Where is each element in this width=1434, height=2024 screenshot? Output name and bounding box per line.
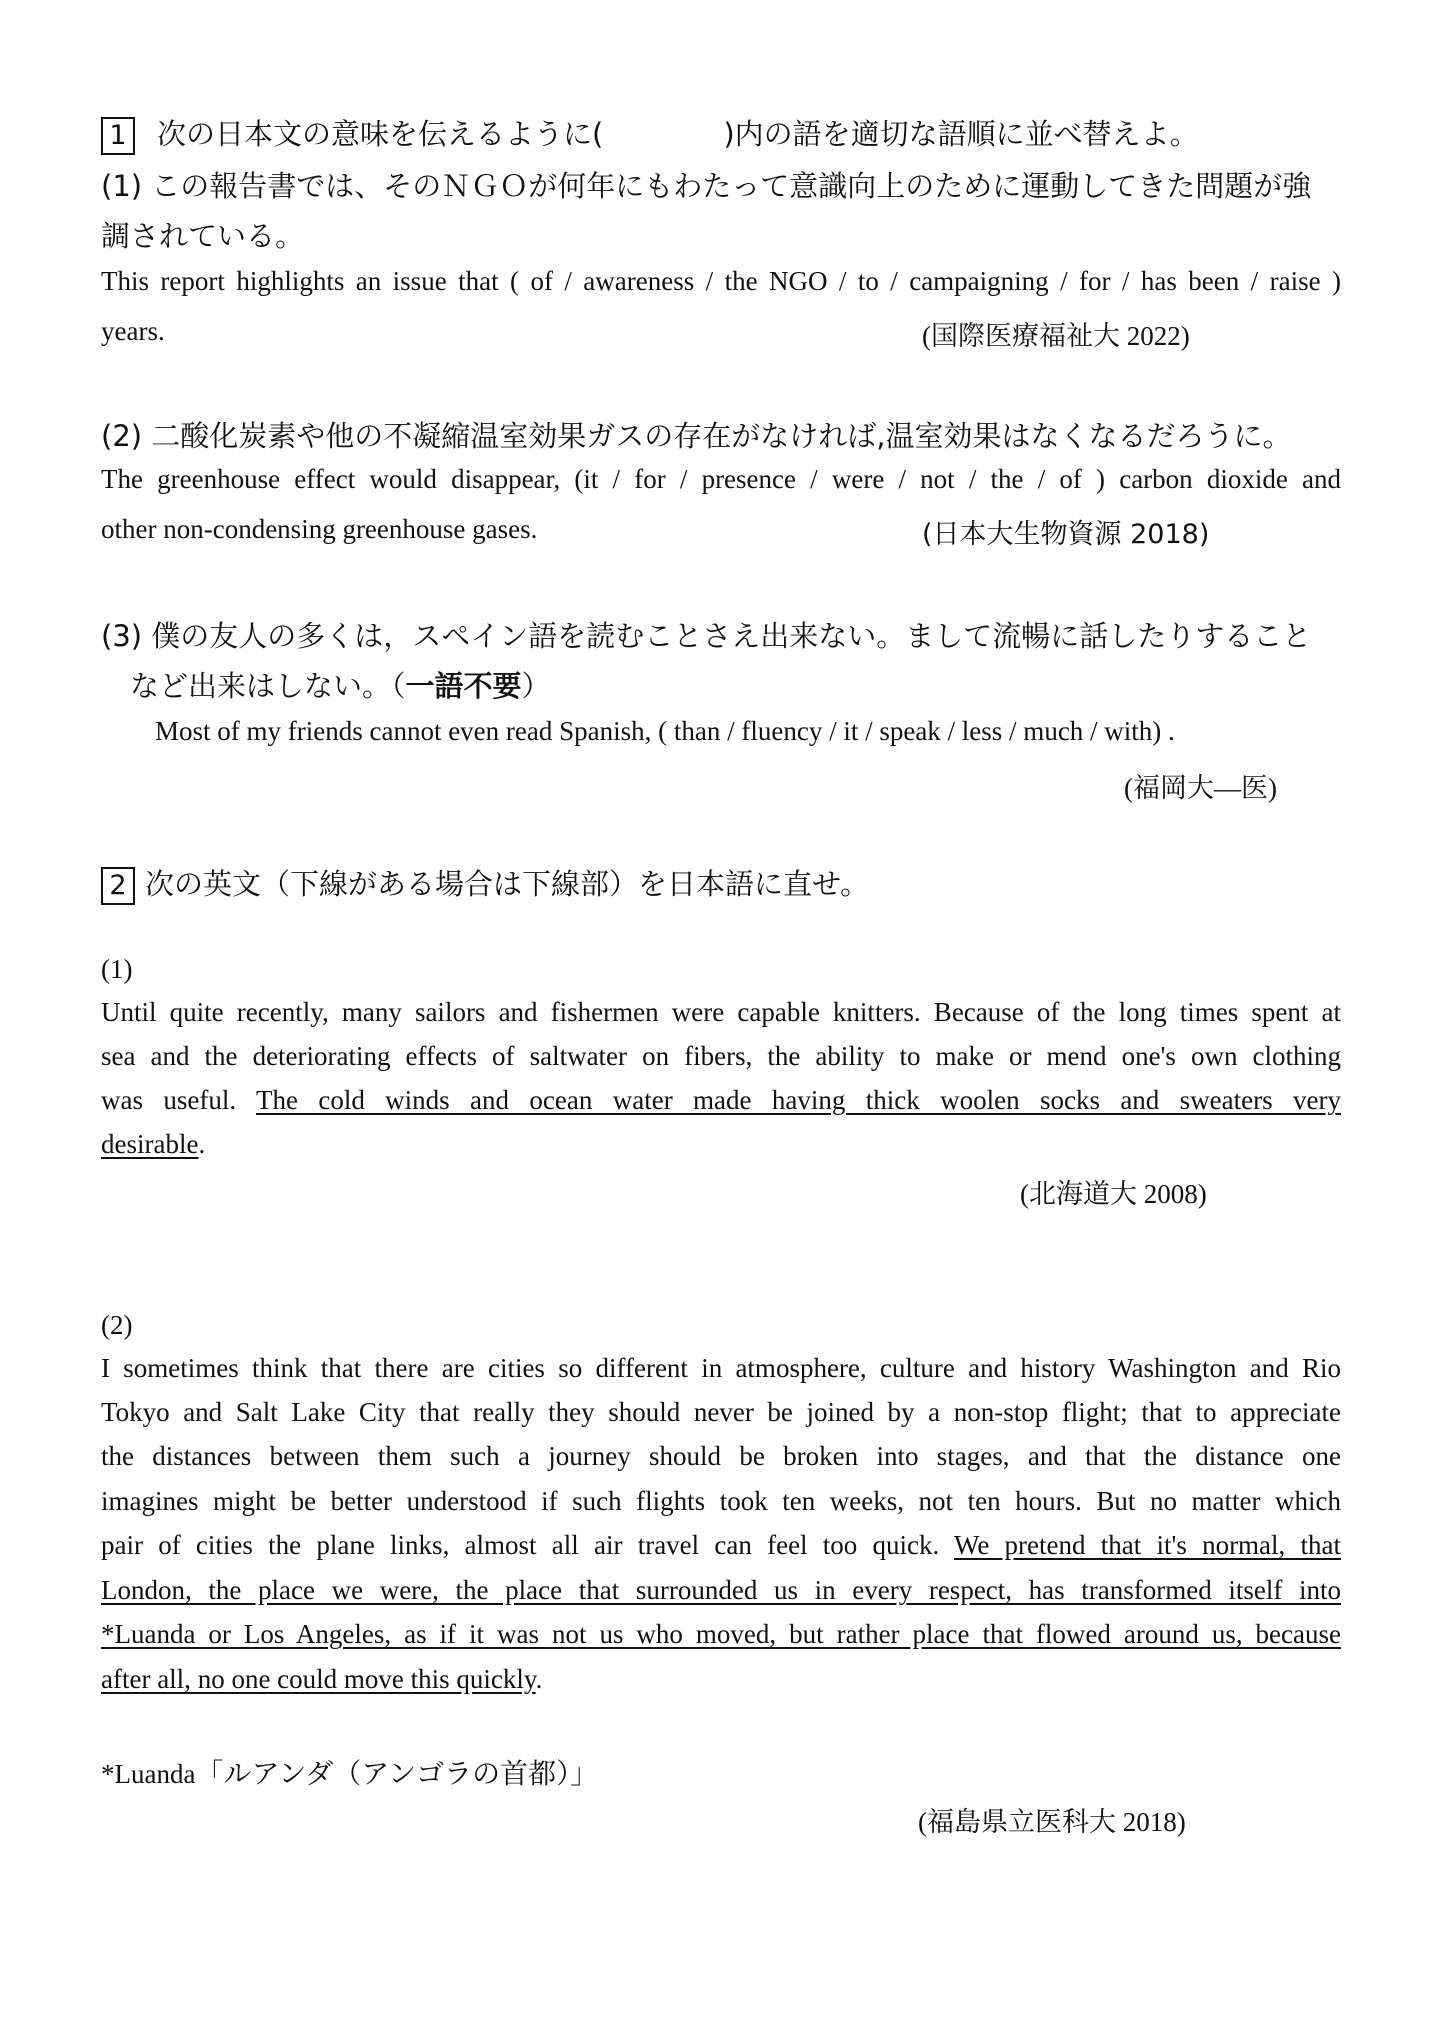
- q2-jp-line1: (2) 二酸化炭素や他の不凝縮温室効果ガスの存在がなければ,温室効果はなくなるだろうに。: [101, 419, 1292, 453]
- s2q1-line3: [101, 1085, 1341, 1116]
- q2-en-line2: other non-condensing greenhouse gases.: [101, 514, 538, 544]
- q3-jp-line2-a: など出来はしない。（: [130, 669, 406, 703]
- s2q1-underlined-1: The cold winds and ocean water made having thick woolen socks and sweaters very: [255, 1085, 1341, 1115]
- q3-source: (福岡大―医): [1124, 773, 1277, 803]
- s2q1-line2: sea and the deteriorating effects of saltwater on fibers, the ability to make or mend one's own clothing: [101, 1041, 1341, 1071]
- s2q1-label: (1): [101, 954, 133, 984]
- s2q2-line4: imagines might be better understood if such flights took ten weeks, not ten hours. But no matter which: [101, 1486, 1341, 1516]
- section2-number-box: 2: [101, 867, 135, 905]
- s2q2-footnote: [101, 1752, 1341, 1792]
- q1-jp-line2: 調されている。: [101, 219, 305, 253]
- section1-instruction-a: 次の日本文の意味を伝えるように(: [157, 117, 604, 151]
- q1-en-line2: years.: [101, 316, 165, 346]
- section2-instruction: [101, 862, 1341, 905]
- s2q2-footnote-term: *Luanda: [101, 1759, 196, 1789]
- q3-one-word-unneeded: 一語不要: [405, 669, 522, 703]
- s2q1-line3-a: was useful.: [101, 1085, 237, 1115]
- s2q2-line3: the distances between them such a journey should be broken into stages, and that the distance one: [101, 1441, 1341, 1471]
- s2q1-line1: Until quite recently, many sailors and fishermen were capable knitters. Because of the long times spent at: [101, 997, 1341, 1027]
- s2q2-line6: London, the place we were, the place that surrounded us in every respect, has transformed itself into: [101, 1575, 1341, 1605]
- s2q2-line8: [101, 1664, 1341, 1695]
- s2q2-label: (2): [101, 1310, 133, 1340]
- s2q2-underlined-1: We pretend that it's normal, that: [954, 1530, 1342, 1560]
- q3-jp-line2: [130, 664, 1370, 705]
- s2q2-line2: Tokyo and Salt Lake City that really they should never be joined by a non-stop flight; that to appreciate: [101, 1397, 1341, 1427]
- s2q1-source: (北海道大 2008): [1020, 1179, 1207, 1209]
- q2-en-line1: The greenhouse effect would disappear, (it / for / presence / were / not / the / of ) carbon dioxide and: [101, 464, 1341, 494]
- section1-instruction: [101, 112, 1341, 155]
- s2q1-line4-period: .: [198, 1129, 206, 1159]
- q1-jp-line1: (1) この報告書では、そのＮＧＯが何年にもわたって意識向上のために運動してきた問題が強: [101, 169, 1312, 203]
- s2q2-underlined-last: after all, no one could move this quickly: [101, 1664, 536, 1694]
- s2q2-line5: [101, 1530, 1341, 1561]
- s2q1-line4: [101, 1129, 1341, 1160]
- section1-instruction-b: )内の語を適切な語順に並べ替えよ。: [723, 117, 1199, 151]
- q1-source: (国際医療福祉大 2022): [922, 321, 1190, 351]
- q1-en-line1: This report highlights an issue that ( of / awareness / the NGO / to / campaigning / for / has been / raise ): [101, 266, 1341, 296]
- q3-jp-line2-c: ）: [521, 669, 551, 703]
- q2-source: (日本大生物資源 2018): [922, 519, 1210, 550]
- s2q2-line1: I sometimes think that there are cities so different in atmosphere, culture and history Washington and Rio: [101, 1353, 1341, 1383]
- s2q1-underlined-2: desirable: [101, 1129, 199, 1159]
- s2q2-line8-period: .: [535, 1664, 543, 1694]
- s2q2-source: (福島県立医科大 2018): [918, 1807, 1186, 1837]
- q3-jp-line1: (3) 僕の友人の多くは，スペイン語を読むことさえ出来ない。まして流暢に話したりすること: [101, 619, 1312, 653]
- s2q2-line5-a: pair of cities the plane links, almost all air travel can feel too quick.: [101, 1530, 940, 1560]
- s2q2-line7: *Luanda or Los Angeles, as if it was not us who moved, but rather place that flowed around us, because: [101, 1619, 1341, 1649]
- section2-instruction-text: 次の英文（下線がある場合は下線部）を日本語に直せ。: [145, 867, 870, 901]
- s2q2-footnote-gloss: 「ルアンダ（アンゴラの首都）」: [195, 1757, 599, 1790]
- q3-en-line1: Most of my friends cannot even read Spanish, ( than / fluency / it / speak / less / much / with) .: [155, 716, 1175, 746]
- section1-number-box: 1: [101, 117, 135, 155]
